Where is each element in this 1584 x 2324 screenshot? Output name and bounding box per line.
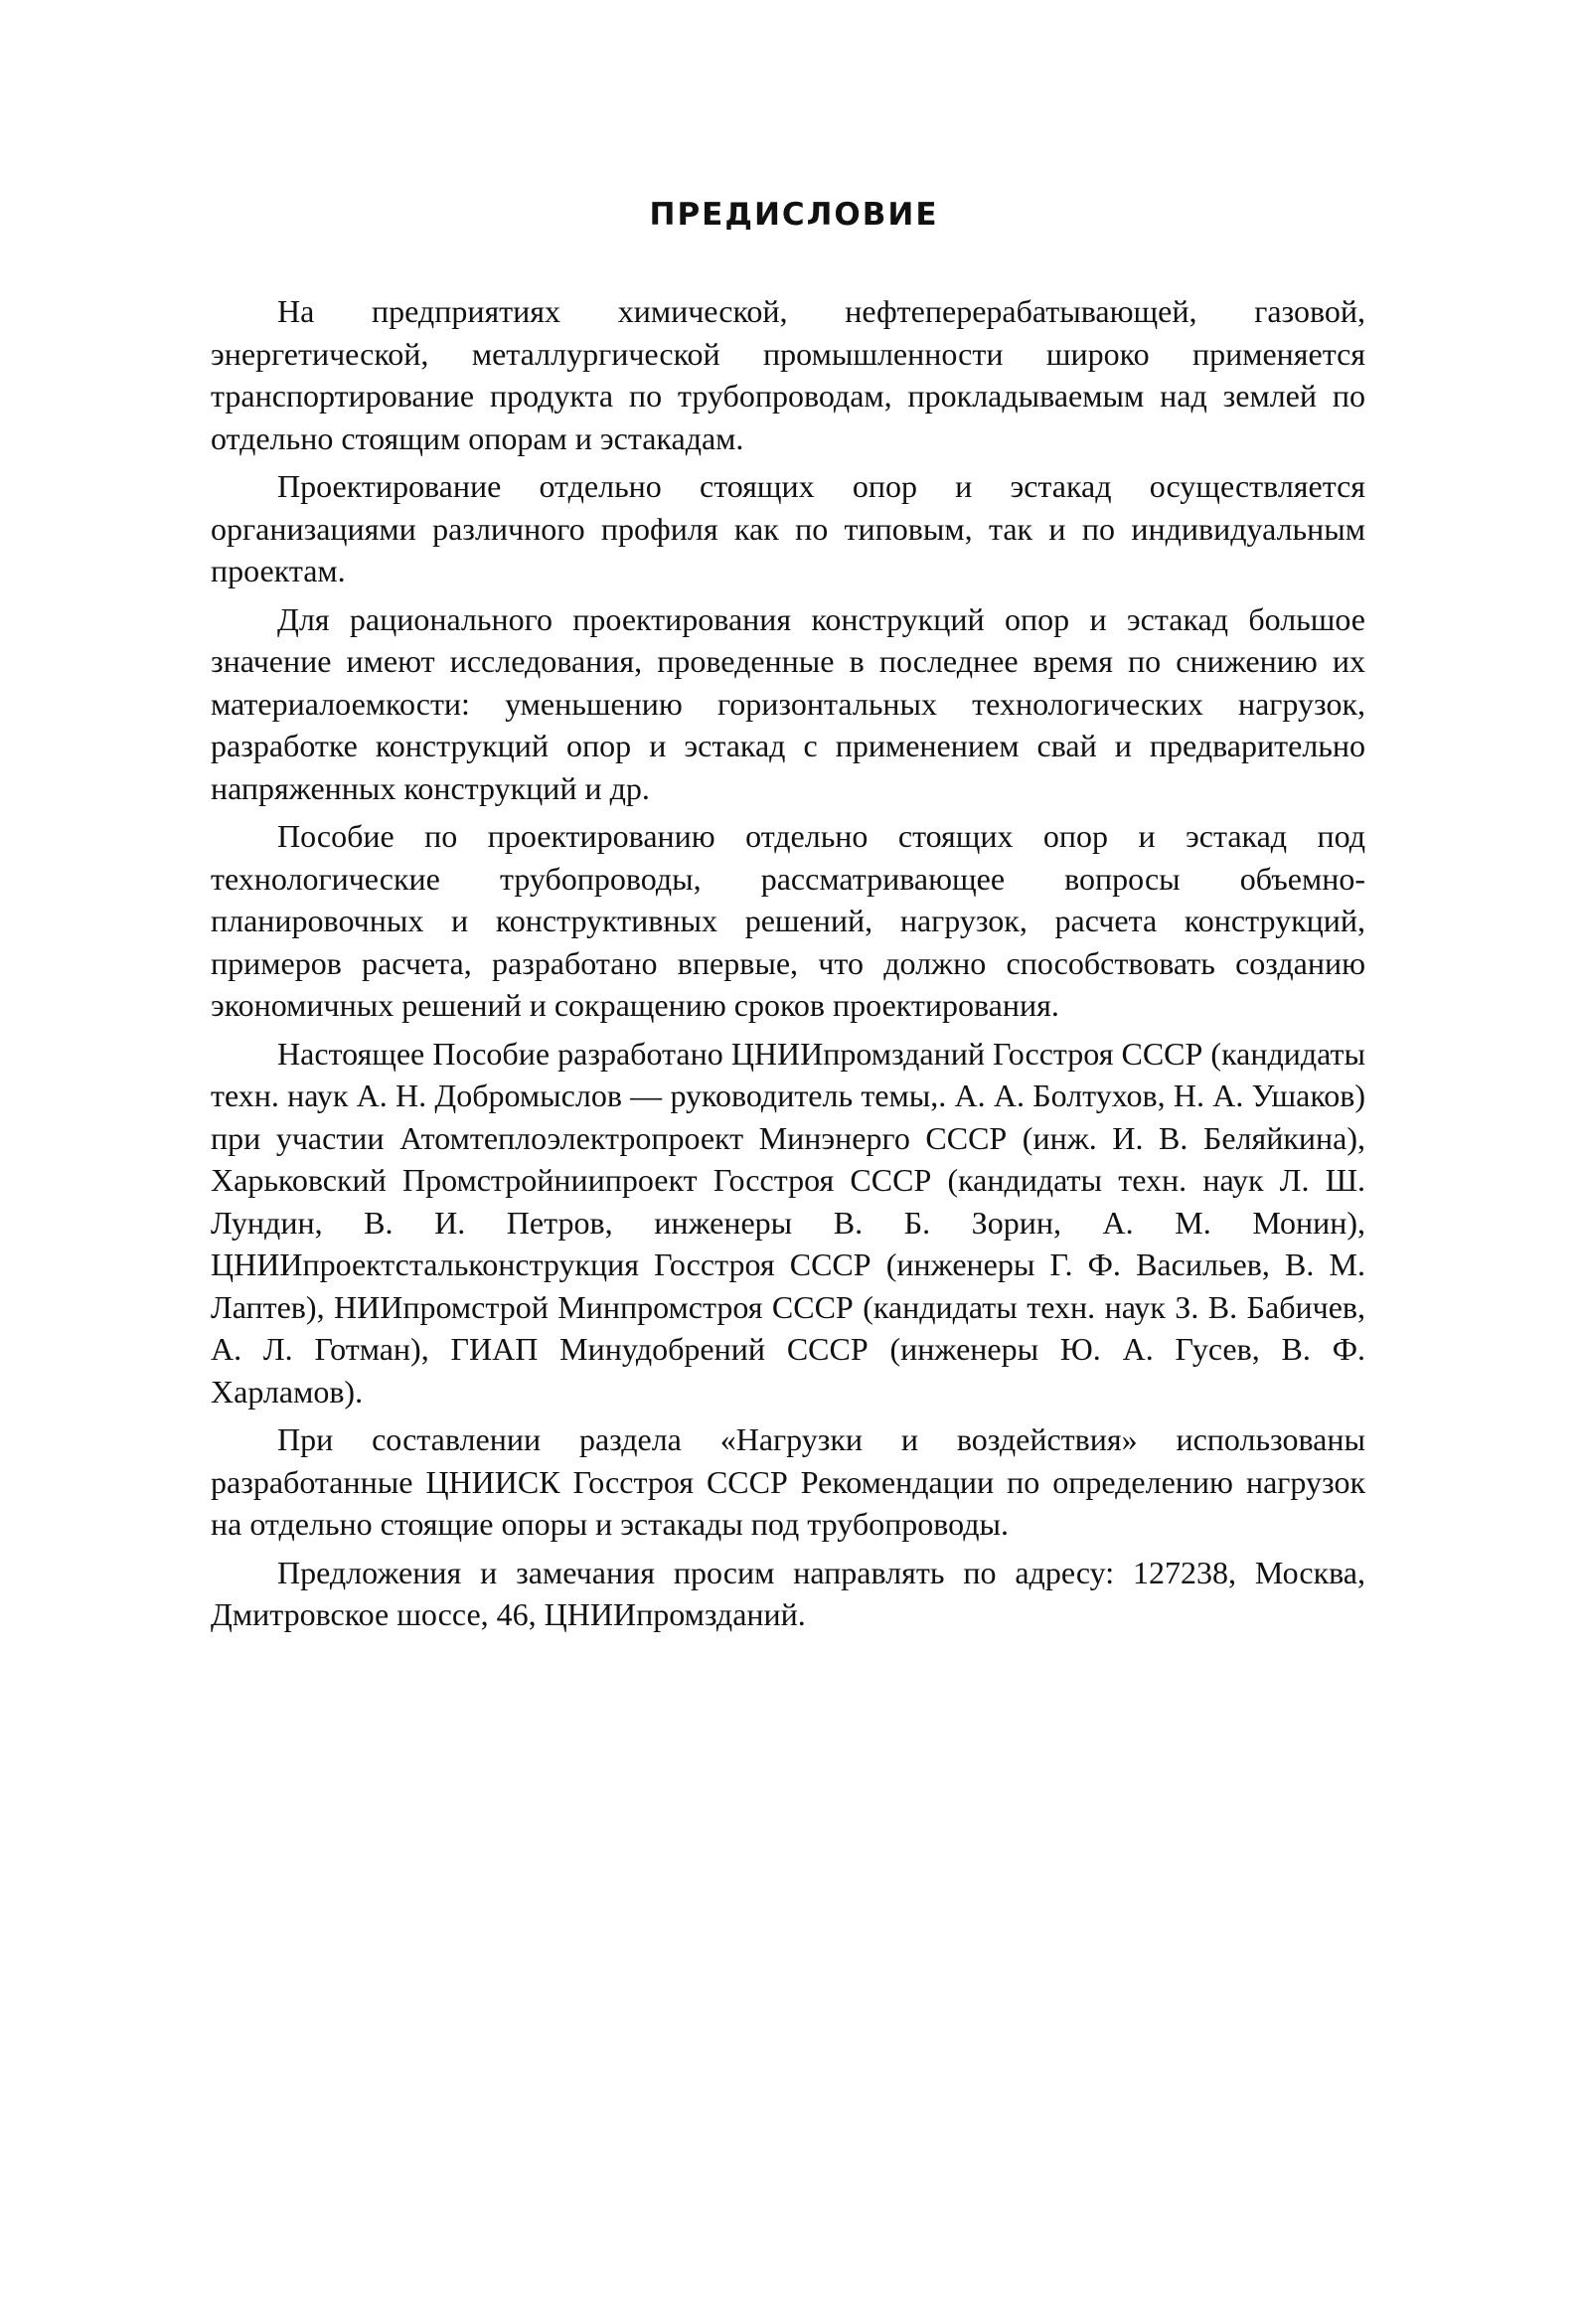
paragraph-5: Настоящее Пособие разработано ЦНИИпромзданий Госстроя СССР (кандидаты техн. наук А. Н. Добромыслов — руководитель темы,. А. А. Болтухов, Н. А. Ушаков) при участии Атомтеплоэлектропроект Минэнерго СССР (инж. И. В. Беляйкина), Харьковский Промстройниипроект Госстроя СССР (кандидаты техн. наук Л. Ш. Лундин, В. И. Петров, инженеры В. Б. Зорин, А. М. Монин), ЦНИИпроектстальконструкция Госстроя СССР (инженеры Г. Ф. Васильев, В. М. Лаптев), НИИпромстрой Минпромстроя СССР (кандидаты техн. наук З. В. Бабичев, А. Л. Готман), ГИАП Минудобрений СССР (инженеры Ю. А. Гусев, В. Ф. Харламов).: [211, 1035, 1365, 1410]
paragraph-7: Предложения и замечания просим направлять по адресу: 127238, Москва, Дмитровское шоссе, 46, ЦНИИпромзданий.: [211, 1554, 1365, 1632]
paragraph-1: На предприятиях химической, нефтеперерабатывающей, газовой, энергетической, металлургической промышленности широко применяется транспортирование продукта по трубопроводам, прокладываемым над землей по отдельно стоящим опорам и эстакадам.: [211, 293, 1365, 456]
paragraph-6: При составлении раздела «Нагрузки и воздействия» использованы разработанные ЦНИИСК Госстроя СССР Рекомендации по определению нагрузок на отдельно стоящие опоры и эстакады под трубопроводы.: [211, 1421, 1365, 1542]
page-title: ПРЕДИСЛОВИЕ: [649, 197, 939, 233]
paragraph-2: Проектирование отдельно стоящих опор и эстакад осуществляется организациями различного профиля как по типовым, так и по индивидуальным проектам.: [211, 468, 1365, 588]
paragraph-3: Для рационального проектирования конструкций опор и эстакад большое значение имеют исследования, проведенные в последнее время по снижению их материалоемкости: уменьшению горизонтальных технологических нагрузок, разработке конструкций опор и эстакад с применением свай и предварительно напряженных конструкций и др.: [211, 600, 1365, 806]
document-page: [211, 197, 1365, 1642]
paragraph-4: Пособие по проектированию отдельно стоящих опор и эстакад под технологические трубопроводы, рассматривающее вопросы объемно-планировочных и конструктивных решений, нагрузок, расчета конструкций, примеров расчета, разработано впервые, что должно способствовать созданию экономичных решений и сокращению сроков проектирования.: [211, 818, 1365, 1023]
